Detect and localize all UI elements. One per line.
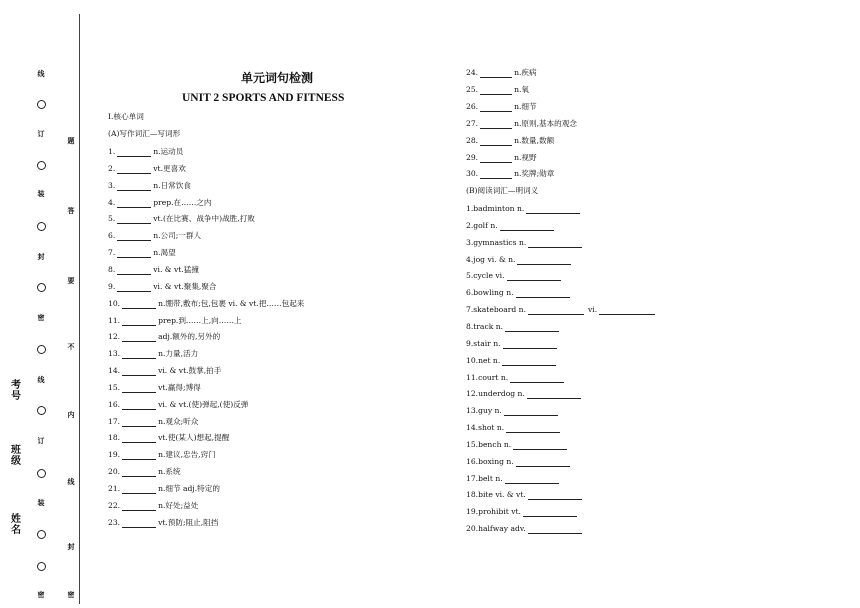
answer-blank[interactable] [122,418,156,427]
reading-item [466,440,569,450]
reading-word: 5.cycle vi. [466,271,505,281]
answer-blank[interactable] [516,289,570,298]
reading-word: 3.gymnastics n. [466,237,527,247]
vocab-item [466,136,554,146]
reading-item [466,288,572,298]
answer-blank[interactable] [523,508,577,517]
item-definition: vi. & vt.猛撞 [153,264,199,274]
reading-word: 8.track n. [466,321,504,331]
item-definition: n.好处;益处 [158,500,199,510]
reading-word: 1.badminton n. [466,204,525,213]
reading-item [466,423,562,433]
answer-blank[interactable] [503,340,557,349]
reading-word: 12.underdog n. [466,389,525,399]
item-definition: vt.预防;阻止,阻挡 [158,517,219,527]
binding-char: 答 [67,206,75,215]
vocab-item [108,164,186,174]
item-number: 27. [466,118,479,128]
item-number: 18. [108,433,121,443]
item-number: 7. [108,248,116,258]
item-definition: n.绷带,敷布;包,包裹 vi. & vt.把……包起来 [158,298,305,308]
answer-blank[interactable] [500,222,554,231]
item-number: 25. [466,84,479,94]
vocab-item [108,231,201,241]
binding-circle [37,345,46,354]
reading-word: 6.bowling n. [466,288,514,298]
reading-word: 18.bite vi. & vt. [466,490,526,500]
vocab-item [108,433,229,443]
item-number: 5. [108,214,116,224]
vocab-item [466,68,537,78]
item-definition: vt.更喜欢 [153,163,186,173]
reading-word: 19.prohibit vt. [466,507,521,517]
answer-blank[interactable] [513,441,567,450]
reading-word: 11.court n. [466,372,509,382]
answer-blank[interactable] [502,357,556,366]
vocab-item [108,383,201,393]
reading-item [466,507,579,517]
binding-circle [37,406,46,415]
binding-char: 密 [37,313,45,322]
item-definition: vt.(在比赛、战争中)战胜,打败 [153,214,255,224]
answer-blank[interactable] [122,350,156,359]
vocab-item [108,214,255,224]
binding-char: 装 [37,498,45,507]
binding-char: 不 [67,342,75,351]
reading-item [466,255,573,265]
item-definition: prep.到……上,向……上 [158,315,242,325]
section-heading: Ⅰ.核心单词 [108,112,144,121]
answer-blank[interactable] [122,367,156,376]
reading-item [466,373,566,383]
item-definition: adj.额外的,另外的 [158,332,221,342]
binding-char: 封 [37,252,45,261]
answer-blank[interactable] [505,475,559,484]
item-definition: n.原则,基本的观念 [514,118,577,128]
binding-strip [0,0,100,608]
item-number: 23. [108,517,121,527]
reading-item [466,238,584,248]
item-number: 13. [108,349,121,359]
part-b-heading: (B)阅读词汇—明词义 [466,186,539,195]
vocab-item [466,85,529,95]
item-number: 14. [108,366,121,376]
item-definition: n.奖牌;勋章 [514,169,555,179]
item-definition: n.公司;一群人 [153,231,202,241]
item-definition: n.细节 [514,101,537,111]
item-definition: prep.在……之内 [153,197,212,207]
item-definition: n.运动员 [153,147,184,156]
item-number: 4. [108,197,116,207]
vocab-item [108,484,220,494]
item-number: 12. [108,332,121,342]
vocab-item [466,153,537,163]
answer-blank[interactable] [480,154,512,163]
reading-item [466,524,584,534]
item-definition: n.力量,活力 [158,349,199,359]
answer-blank[interactable] [504,407,558,416]
answer-blank[interactable] [507,272,561,281]
answer-blank[interactable] [122,485,156,494]
binding-line [79,14,80,604]
answer-blank[interactable] [117,232,151,241]
item-definition: n.视野 [514,152,537,162]
reading-item [466,406,560,416]
item-number: 26. [466,101,479,111]
vocab-item [108,282,217,292]
binding-char: 线 [37,69,45,78]
field-exam-number: 考号 [11,380,21,402]
item-number: 9. [108,281,116,291]
answer-blank[interactable] [517,256,571,265]
binding-char: 订 [37,436,45,445]
binding-char: 密 [67,590,75,599]
reading-word: 7.skateboard n. [466,305,526,315]
item-definition: n.细节 adj.特定的 [158,484,220,493]
reading-item [466,389,583,399]
item-definition: n.氧 [514,84,529,94]
item-definition: n.建议,忠告,窍门 [158,450,216,460]
item-definition: n.观众;听众 [158,416,199,426]
reading-word: 13.guy n. [466,406,502,416]
vocab-item [108,349,198,359]
vocab-item [108,299,304,309]
answer-blank[interactable] [122,333,156,342]
reading-word: 2.golf n. [466,220,498,230]
answer-blank[interactable] [122,317,156,326]
binding-char: 线 [37,375,45,384]
binding-circle [37,161,46,170]
binding-circle [37,283,46,292]
binding-char: 装 [37,189,45,198]
vocab-item [466,169,554,179]
reading-item [466,221,556,231]
answer-blank[interactable] [117,215,151,224]
reading-word: 14.shot n. [466,423,505,433]
answer-blank[interactable] [117,182,151,191]
item-definition: vt.使(某人)想起,提醒 [158,433,230,443]
answer-blank[interactable] [480,86,512,95]
item-number: 29. [466,152,479,162]
answer-blank[interactable] [122,519,156,528]
reading-word: 4.jog vi. & n. [466,254,516,264]
item-number: 21. [108,484,121,493]
reading-item [466,305,657,315]
part-a-heading: (A)写作词汇—写词形 [108,129,181,138]
answer-blank[interactable] [122,451,156,460]
vocab-item [108,147,183,157]
vocab-item [108,366,221,376]
answer-blank[interactable] [528,306,584,315]
vocab-item [108,417,198,427]
binding-char: 题 [67,136,75,145]
answer-blank[interactable] [528,239,582,248]
vocab-item [108,248,176,258]
binding-char: 内 [67,410,75,419]
binding-char: 要 [67,276,75,285]
item-definition: vi. & vt.(使)弹起,(使)反弹 [158,399,249,409]
answer-blank[interactable] [599,306,655,315]
item-number: 6. [108,231,116,241]
reading-word: 9.stair n. [466,338,501,348]
item-definition: n.日常饮食 [153,180,191,190]
binding-char: 订 [37,129,45,138]
answer-blank[interactable] [480,120,512,129]
answer-blank[interactable] [516,458,570,467]
vocab-item [108,450,216,460]
answer-blank[interactable] [480,103,512,112]
item-number: 30. [466,169,479,179]
answer-blank[interactable] [122,401,156,410]
reading-item [466,271,563,281]
binding-circle [37,100,46,109]
item-number: 3. [108,180,116,190]
reading-item [466,457,572,467]
binding-circle [37,469,46,478]
binding-circle [37,222,46,231]
reading-word: 10.net n. [466,355,501,365]
answer-blank[interactable] [122,300,156,309]
answer-blank[interactable] [117,165,151,174]
item-number: 17. [108,416,121,426]
reading-item [466,474,561,484]
item-number: 19. [108,450,121,460]
vocab-item [108,198,211,208]
answer-blank[interactable] [526,205,580,214]
item-number: 28. [466,135,479,145]
reading-item [466,356,558,366]
binding-circle [37,562,46,571]
item-number: 20. [108,467,121,477]
field-class: 班级 [11,445,21,467]
answer-blank[interactable] [117,249,151,258]
item-definition: n.系统 [158,467,181,477]
item-number: 16. [108,399,121,409]
vocab-item [108,467,181,477]
answer-blank[interactable] [122,502,156,511]
vocab-item [466,119,577,129]
item-definition: n.数量,数额 [514,135,555,145]
item-definition: vt.赢得;博得 [158,382,201,392]
answer-blank[interactable] [527,390,581,399]
answer-blank[interactable] [480,170,512,179]
item-number: 22. [108,500,121,510]
item-number: 11. [108,315,121,325]
vocab-item [108,518,218,528]
reading-item [466,339,559,349]
item-number: 24. [466,68,479,77]
answer-blank[interactable] [117,283,151,292]
item-definition: n.疾病 [514,68,537,77]
binding-circle [37,530,46,539]
binding-char: 封 [67,542,75,551]
answer-blank[interactable] [528,525,582,534]
item-number: 15. [108,382,121,392]
vocab-item [108,316,242,326]
unit-title: UNIT 2 SPORTS AND FITNESS [182,92,345,104]
vocab-item [108,265,199,275]
answer-blank[interactable] [480,137,512,146]
vocab-item [108,332,220,342]
binding-char: 线 [67,477,75,486]
field-name: 姓名 [11,514,21,536]
item-number: 10. [108,298,121,308]
item-number: 1. [108,147,116,156]
answer-blank[interactable] [510,374,564,383]
answer-blank[interactable] [122,468,156,477]
answer-blank[interactable] [506,424,560,433]
answer-blank[interactable] [505,323,559,332]
vocab-item [108,501,198,511]
answer-blank[interactable] [122,384,156,393]
answer-blank[interactable] [117,199,151,208]
answer-blank[interactable] [122,434,156,443]
item-definition: vi. & vt.鼓掌,拍手 [158,366,222,376]
reading-extra: vi. [588,305,598,315]
reading-word: 15.bench n. [466,439,512,449]
item-number: 2. [108,163,116,173]
page-title: 单元词句检测 [241,71,314,85]
reading-item [466,490,584,500]
answer-blank[interactable] [117,266,151,275]
vocab-item [108,400,248,410]
reading-item [466,322,561,332]
reading-word: 20.halfway adv. [466,524,526,534]
reading-word: 16.boxing n. [466,456,514,466]
reading-item [466,204,582,214]
vocab-item [466,102,537,112]
answer-blank[interactable] [480,69,512,78]
item-number: 8. [108,264,116,274]
answer-blank[interactable] [528,491,582,500]
item-definition: n.渴望 [153,248,176,258]
vocab-item [108,181,191,191]
item-definition: vi. & vt.聚集,聚合 [153,281,217,291]
reading-word: 17.belt n. [466,473,503,483]
binding-char: 密 [37,590,45,599]
answer-blank[interactable] [117,148,151,157]
